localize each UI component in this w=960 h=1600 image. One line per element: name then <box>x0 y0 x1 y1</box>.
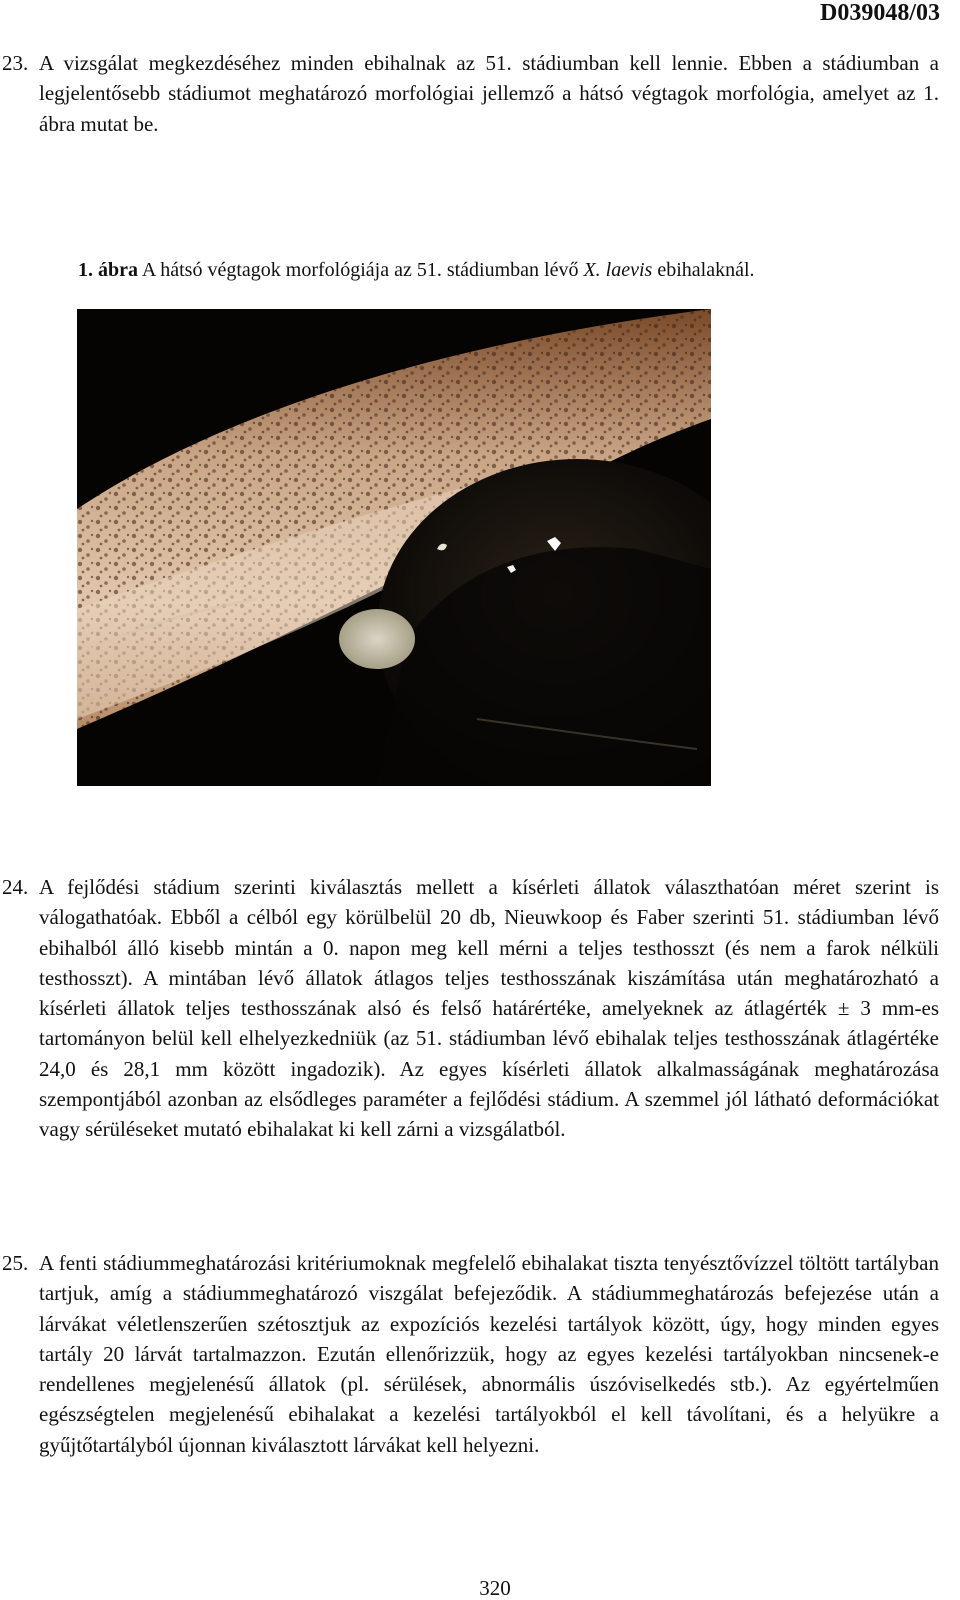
figure-label: 1. ábra <box>78 259 138 281</box>
caption-text-2: ebihalaknál. <box>657 259 755 281</box>
paragraph-text: A fejlődési stádium szerinti kiválasztás mellett a kísérleti állatok választhatóan méret szerint is válogathatóak. Ebből a célból egy körülbelül 20 db, Nieuwkoop és Faber szerinti 51. stádiumban lévő ebihalból álló kisebb mintán a 0. napon meg kell mérni a teljes testhosszt (és nem a farok nélküli testhosszt). A mintában lévő állatok átlagos teljes testhosszának kiszámítása után meghatározható a kísérleti állatok teljes testhosszának alsó és felső határértéke, amelyeknek az átlagérték ± 3 mm-es tartományon belül kell elhelyezkedniük (az 51. stádiumban lévő ebihalak teljes testhosszának átlagértéke 24,0 és 28,1 mm között ingadozik). Az egyes kísérleti állatok alkalmasságának meghatározása szempontjából azonban az elsődleges paraméter a fejlődési stádium. A szemmel jól látható deformációkat vagy sérüléseket mutató ebihalakat ki kell zárni a vizsgálatból. <box>39 875 939 1142</box>
figure-caption <box>78 258 755 282</box>
species-name: X. laevis <box>583 259 653 281</box>
document-id: D039048/03 <box>820 0 940 26</box>
paragraph-text: A fenti stádiummeghatározási kritériumoknak megfelelő ebihalakat tiszta tenyésztővízzel töltött tartályban tartjuk, amíg a stádiummeghatározó viszgálat befejeződik. A stádiummeghatározás befejezése után a lárvákat véletlenszerűen szétosztjuk az expozíciós kezelési tartályok között, úgy, hogy minden egyes tartály 20 lárvát tartalmazzon. Ezután ellenőrizzük, hogy az egyes kezelési tartályokban nincsenek-e rendellenes megjelenésű állatok (pl. sérülések, abnormális úszóviselkedés stb.). Az egyértelműen egészségtelen megjelenésű ebihalakat a kezelési tartályokból el kell távolítani, és a helyükre a gyűjtőtartályból újonnan kiválasztott lárvákat kell helyezni. <box>39 1251 939 1457</box>
paragraph-25 <box>0 1248 960 1460</box>
paragraph-24 <box>0 872 960 1145</box>
caption-text-1: A hátsó végtagok morfológiája az 51. stádiumban lévő <box>141 259 579 281</box>
paragraph-23 <box>0 48 960 139</box>
page-number: 320 <box>479 1576 511 1600</box>
paragraph-number: 25. <box>2 1251 29 1275</box>
paragraph-number: 23. <box>2 51 29 75</box>
paragraph-text: A vizsgálat megkezdéséhez minden ebihalnak az 51. stádiumban kell lennie. Ebben a stádiumban a legjelentősebb stádiumot meghatározó morfológiai jellemző a hátsó végtagok morfológia, amelyet az 1. ábra mutat be. <box>39 51 939 136</box>
tadpole-hindlimb-photo <box>77 309 711 786</box>
paragraph-number: 24. <box>2 875 29 899</box>
